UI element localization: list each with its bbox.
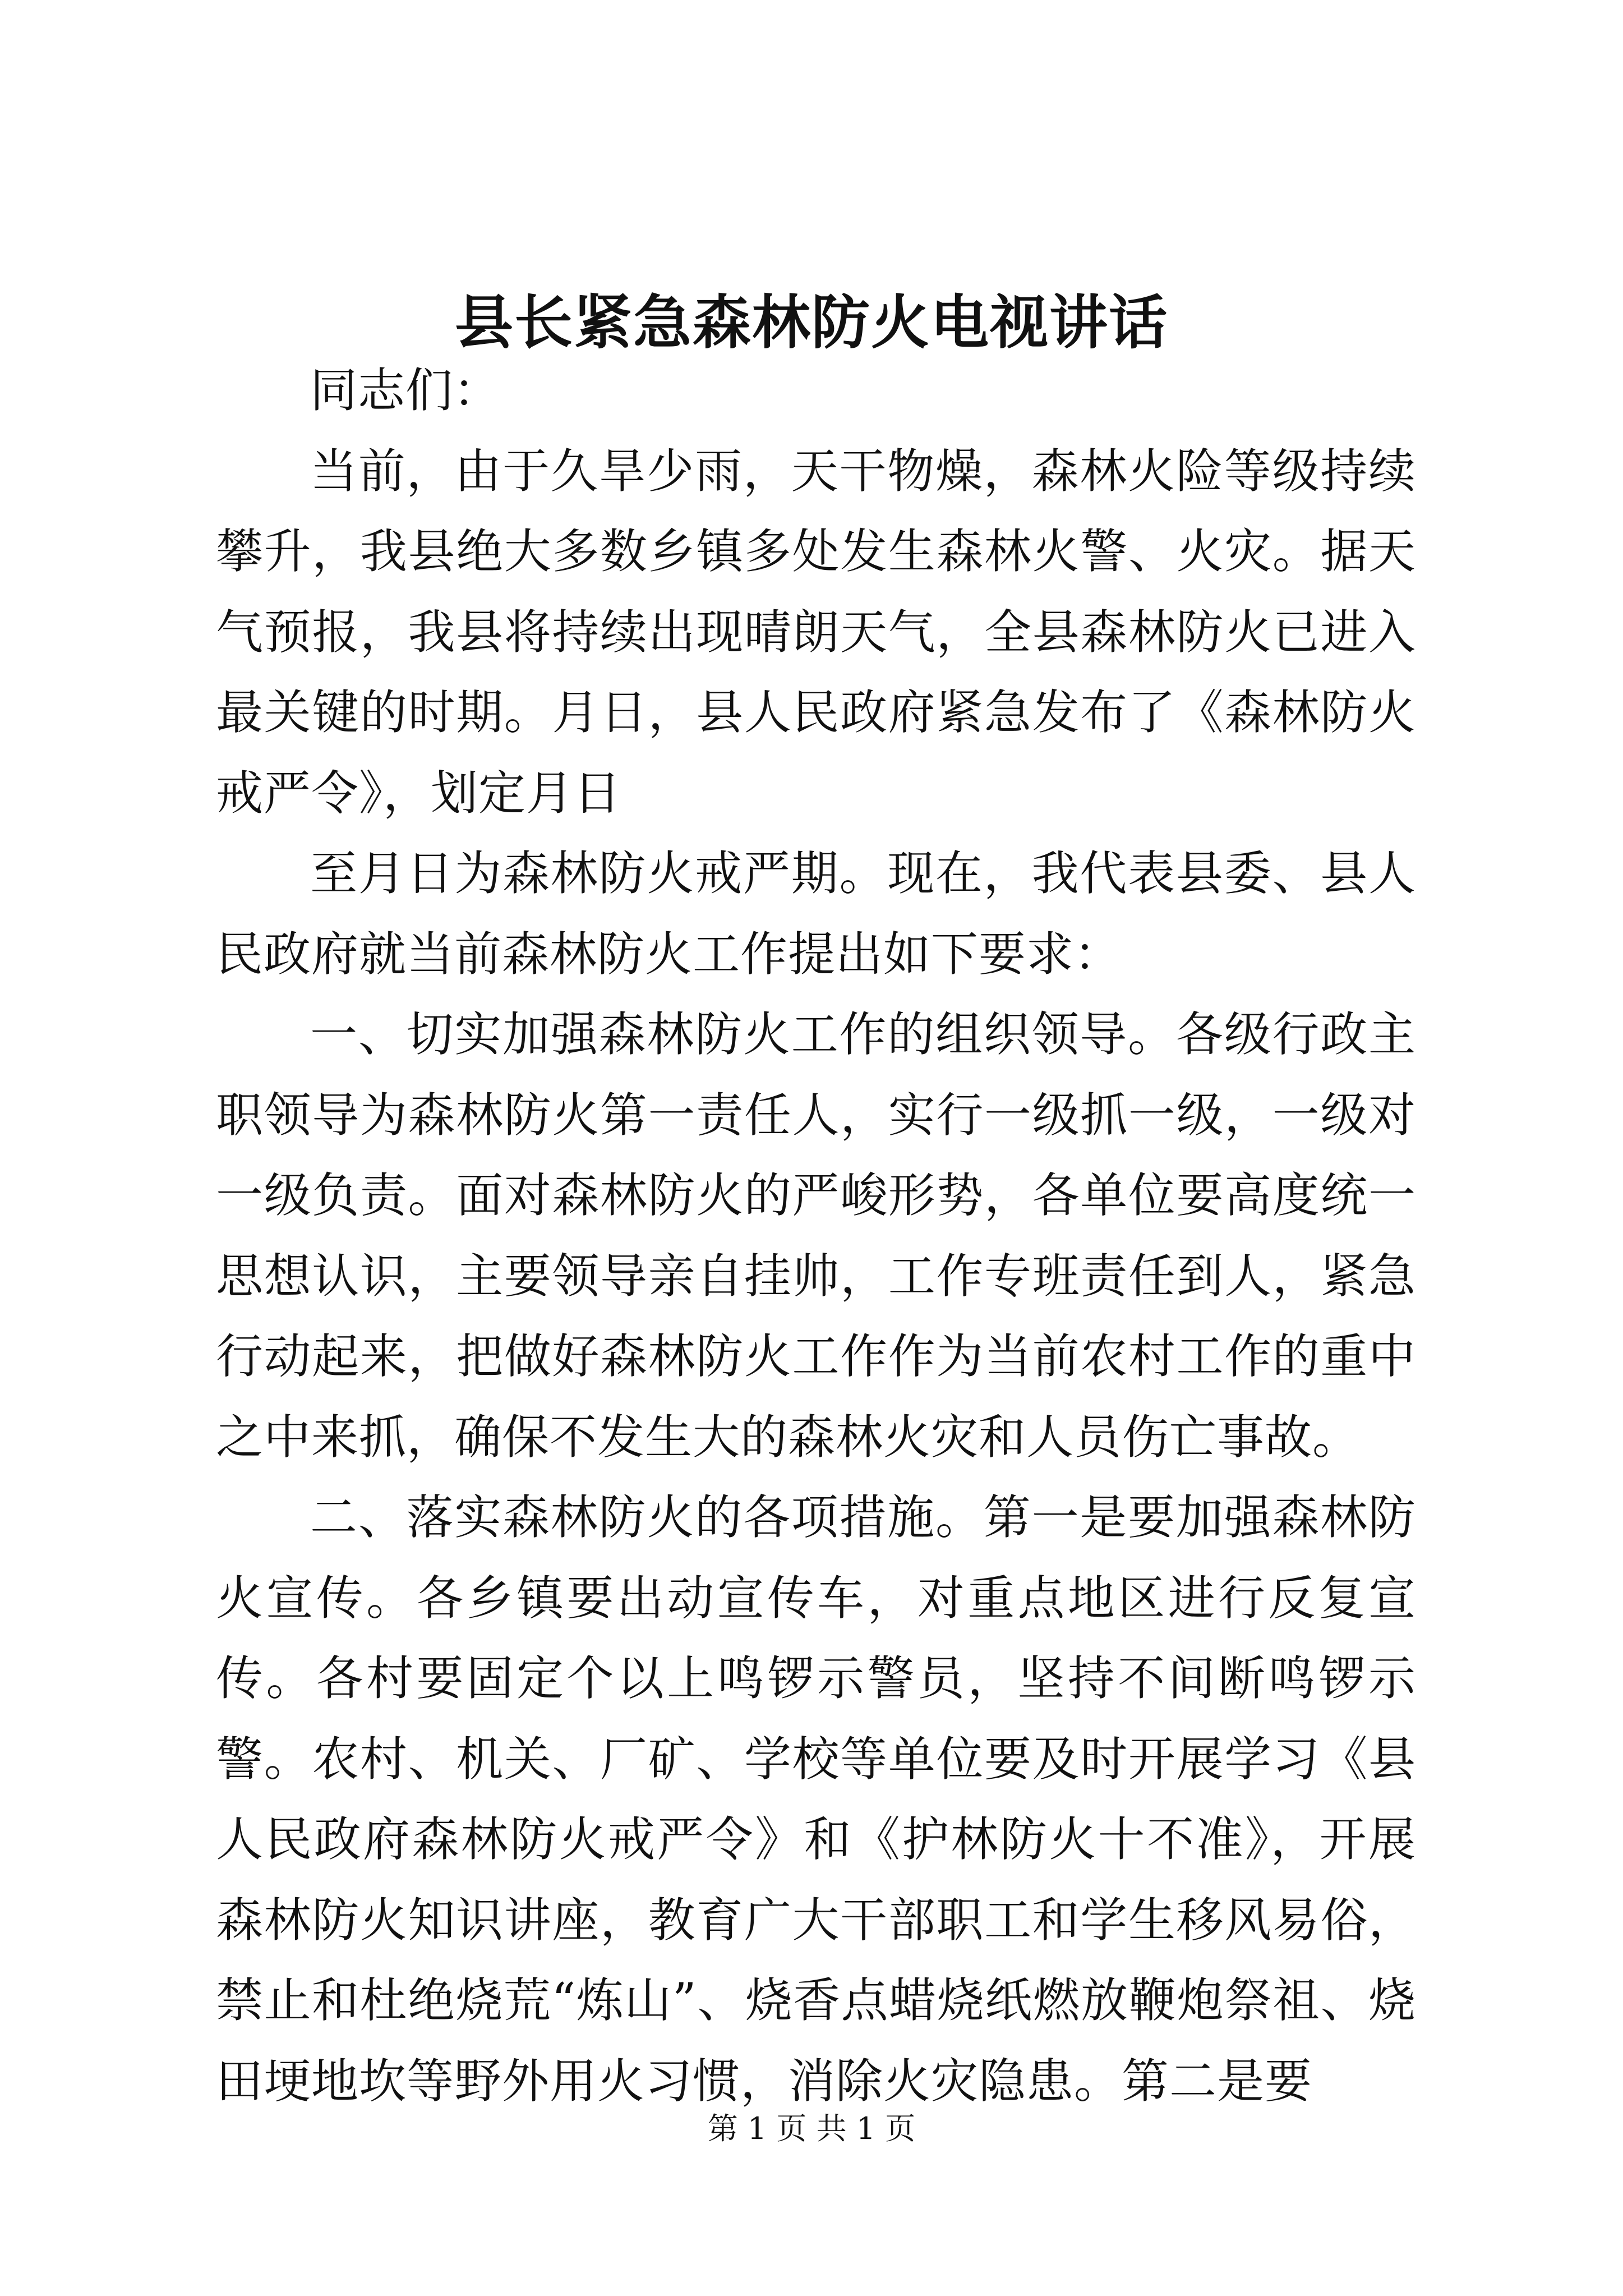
page-footer: 第 1 页 共 1 页 bbox=[707, 2111, 916, 2146]
body-paragraph: 一、切实加强森林防火工作的组织领导。各级行政主职领导为森林防火第一责任人，实行一级抓一级，一级对一级负责。面对森林防火的严峻形势，各单位要高度统一思想认识，主要领导亲自挂帅，工作专班责任到人，紧急行动起来，把做好森林防火工作作为当前农村工作的重中之中来抓，确保不发生大的森林火灾和人员伤亡事故。 bbox=[216, 1007, 1416, 1465]
document-title: 县长紧急森林防火电视讲话 bbox=[454, 288, 1168, 357]
body-paragraph: 当前，由于久旱少雨，天干物燥，森林火险等级持续攀升，我县绝大多数乡镇多处发生森林火警、火灾。据天气预报，我县将持续出现晴朗天气，全县森林防火已进入最关键的时期。月日，县人民政府紧急发布了《森林防火戒严令》，划定月日 bbox=[216, 443, 1416, 821]
salutation-paragraph: 同志们： bbox=[310, 363, 501, 418]
body-paragraph: 二、落实森林防火的各项措施。第一是要加强森林防火宣传。各乡镇要出动宣传车，对重点地区进行反复宣传。各村要固定个以上鸣锣示警员，坚持不间断鸣锣示警。农村、机关、厂矿、学校等单位要及时开展学习《县人民政府森林防火戒严令》和《护林防火十不准》，开展森林防火知识讲座，教育广大干部职工和学生移风易俗，禁止和杜绝烧荒“炼山”、烧香点蜡烧纸燃放鞭炮祭祖、烧田埂地坎等野外用火习惯，消除火灾隐患。第二是要 bbox=[216, 1490, 1416, 2109]
document-body bbox=[216, 351, 1416, 2122]
body-paragraph: 至月日为森林防火戒严期。现在，我代表县委、县人民政府就当前森林防火工作提出如下要求： bbox=[216, 846, 1416, 982]
